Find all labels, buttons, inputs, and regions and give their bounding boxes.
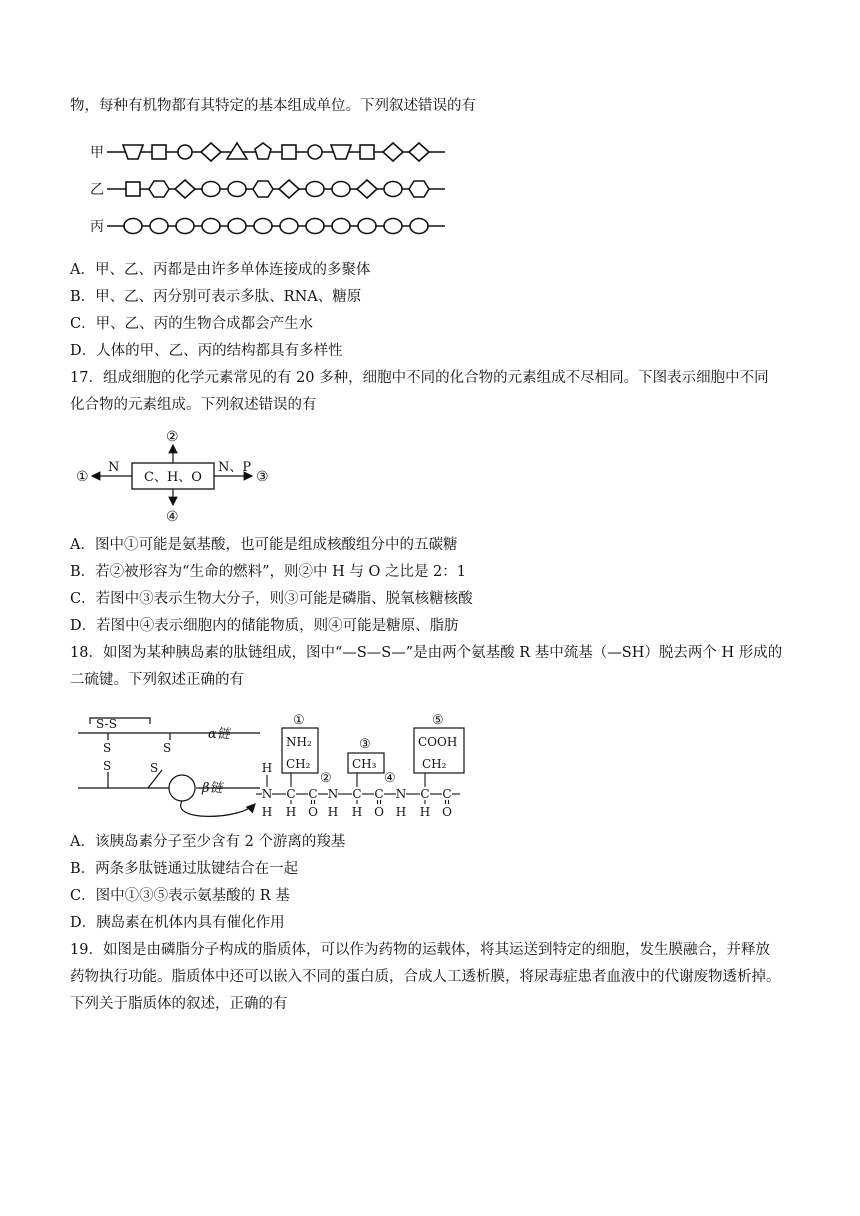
monomer-oval xyxy=(202,182,220,197)
monomer-oval xyxy=(384,182,402,197)
monomer-dia xyxy=(175,180,195,198)
atom-h: H xyxy=(261,761,273,775)
q17-stem-line2: 化合物的元素组成。下列叙述错误的有 xyxy=(70,397,317,413)
monomer-oval xyxy=(280,219,298,234)
q16-stem: 物，每种有机物都有其特定的基本组成单位。下列叙述错误的有 xyxy=(70,98,476,114)
monomer-oval xyxy=(228,182,246,197)
monomer-circ xyxy=(308,145,322,159)
monomer-oval xyxy=(332,219,350,234)
q16-option-c: C．甲、乙、丙的生物合成都会产生水 xyxy=(70,316,314,332)
monomer-oval xyxy=(254,219,272,234)
center-elements: C、H、O xyxy=(144,470,202,485)
atom-h: H xyxy=(419,805,431,819)
q18-option-c: C．图中①③⑤表示氨基酸的 R 基 xyxy=(70,888,290,904)
q19-stem-line2: 药物执行功能。脂质体中还可以嵌入不同的蛋白质，合成人工透析膜，将尿毒症患者血液中的代谢废物透析掉。 xyxy=(70,969,781,985)
chain-label-yi: 乙 xyxy=(90,182,104,198)
monomer-hex xyxy=(409,181,429,197)
atom-c: C xyxy=(442,787,452,801)
q17-option-b: B．若②被形容为“生命的燃料”，则②中 H 与 O 之比是 2：1 xyxy=(70,564,467,580)
circ-3: ③ xyxy=(359,737,371,752)
atom-c: C xyxy=(286,787,296,801)
monomer-sq xyxy=(152,145,166,159)
monomer-oval xyxy=(176,219,194,234)
q16-option-a: A．甲、乙、丙都是由许多单体连接成的多聚体 xyxy=(70,262,371,278)
atom-n: N xyxy=(395,787,407,801)
q19-stem-line1: 19．如图是由磷脂分子构成的脂质体，可以作为药物的运载体，将其运送到特定的细胞，发生膜融合，并释放 xyxy=(70,942,770,958)
q17-option-c: C．若图中③表示生物大分子，则③可能是磷脂、脱氧核糖核酸 xyxy=(70,591,473,607)
nh2-group: NH₂ xyxy=(286,735,312,749)
monomer-pent xyxy=(255,143,271,159)
monomer-dia xyxy=(201,143,221,161)
s-left-1: S xyxy=(103,741,112,755)
q17-option-a: A．图中①可能是氨基酸，也可能是组成核酸组分中的五碳糖 xyxy=(70,537,458,553)
monomer-hex xyxy=(149,181,169,197)
atom-h: H xyxy=(351,805,363,819)
q17-element-diagram xyxy=(72,425,292,525)
q16-option-d: D．人体的甲、乙、丙的结构都具有多样性 xyxy=(70,343,343,359)
monomer-oval xyxy=(410,219,428,234)
q17-option-d: D．若图中④表示细胞内的储能物质，则④可能是糖原、脂肪 xyxy=(70,618,459,634)
s-right-1: S xyxy=(163,741,172,755)
atom-h: H xyxy=(285,805,297,819)
atom-c: C xyxy=(308,787,318,801)
monomer-oval xyxy=(124,219,142,234)
q17-stem-line1: 17．组成细胞的化学元素常见的有 20 多种，细胞中不同的化合物的元素组成不尽相同。下图表示细胞中不同 xyxy=(70,370,769,386)
monomer-dia xyxy=(383,143,403,161)
atom-c: C xyxy=(374,787,384,801)
monomer-oval xyxy=(150,219,168,234)
atom-o: O xyxy=(308,805,318,819)
circ-5: ⑤ xyxy=(432,713,444,728)
q16-option-b: B．甲、乙、丙分别可表示多肽、RNA、糖原 xyxy=(70,289,362,305)
ch2-group-5: CH₂ xyxy=(422,757,447,771)
alpha-chain-label: α链 xyxy=(208,727,230,742)
monomer-oval xyxy=(202,219,220,234)
monomer-oval xyxy=(306,182,324,197)
atom-c: C xyxy=(420,787,430,801)
s-right-2: S xyxy=(150,761,159,775)
q18-option-d: D．胰岛素在机体内具有催化作用 xyxy=(70,915,285,931)
left-element: N xyxy=(108,460,120,475)
chain-label-bing: 丙 xyxy=(90,219,104,235)
monomer-circ xyxy=(178,145,192,159)
ch2-group-1: CH₂ xyxy=(286,757,311,771)
monomer-sq xyxy=(126,182,140,196)
q18-insulin-figure xyxy=(70,700,490,830)
q16-chain-figure xyxy=(85,135,505,245)
monomer-tri xyxy=(227,143,247,159)
atom-o: O xyxy=(374,805,384,819)
atom-n: N xyxy=(261,787,273,801)
q18-stem-line1: 18．如图为某种胰岛素的肽链组成，图中“—S—S—”是由两个氨基酸 R 基中巯基（—SH）脱去两个 H 形成的 xyxy=(70,645,783,661)
ch3-group: CH₃ xyxy=(352,757,377,771)
monomer-trap xyxy=(331,145,351,159)
chain-label-jia: 甲 xyxy=(90,145,104,161)
monomer-oval xyxy=(332,182,350,197)
atom-n: N xyxy=(327,787,339,801)
q19-stem-line3: 下列关于脂质体的叙述，正确的有 xyxy=(70,996,288,1012)
cooh-group: COOH xyxy=(418,735,458,749)
q18-option-b: B．两条多肽链通过肽键结合在一起 xyxy=(70,861,299,877)
monomer-dia xyxy=(279,180,299,198)
right-elements: N、P xyxy=(218,460,252,475)
monomer-dia xyxy=(357,180,377,198)
label-1: ① xyxy=(76,469,89,485)
s-left-2: S xyxy=(103,759,112,773)
monomer-oval xyxy=(358,219,376,234)
ss-bond-top: S-S xyxy=(96,717,117,731)
monomer-oval xyxy=(306,219,324,234)
atom-h: H xyxy=(395,805,407,819)
label-2: ② xyxy=(166,429,179,445)
monomer-sq xyxy=(282,145,296,159)
monomer-trap xyxy=(123,145,143,159)
atom-c: C xyxy=(352,787,362,801)
q18-stem-line2: 二硫键。下列叙述正确的有 xyxy=(70,672,244,688)
circ-4: ④ xyxy=(384,771,396,786)
circ-2: ② xyxy=(320,771,332,786)
monomer-oval xyxy=(228,219,246,234)
q18-option-a: A．该胰岛素分子至少含有 2 个游离的羧基 xyxy=(70,834,346,850)
label-3: ③ xyxy=(256,469,269,485)
monomer-dia xyxy=(409,143,429,161)
monomer-sq xyxy=(360,145,374,159)
beta-chain-label: β链 xyxy=(202,781,223,796)
atom-h: H xyxy=(327,805,339,819)
atom-o: O xyxy=(442,805,452,819)
monomer-hex xyxy=(253,181,273,197)
atom-h: H xyxy=(261,805,273,819)
monomer-oval xyxy=(384,219,402,234)
circ-1: ① xyxy=(293,713,305,728)
label-4: ④ xyxy=(166,509,179,525)
